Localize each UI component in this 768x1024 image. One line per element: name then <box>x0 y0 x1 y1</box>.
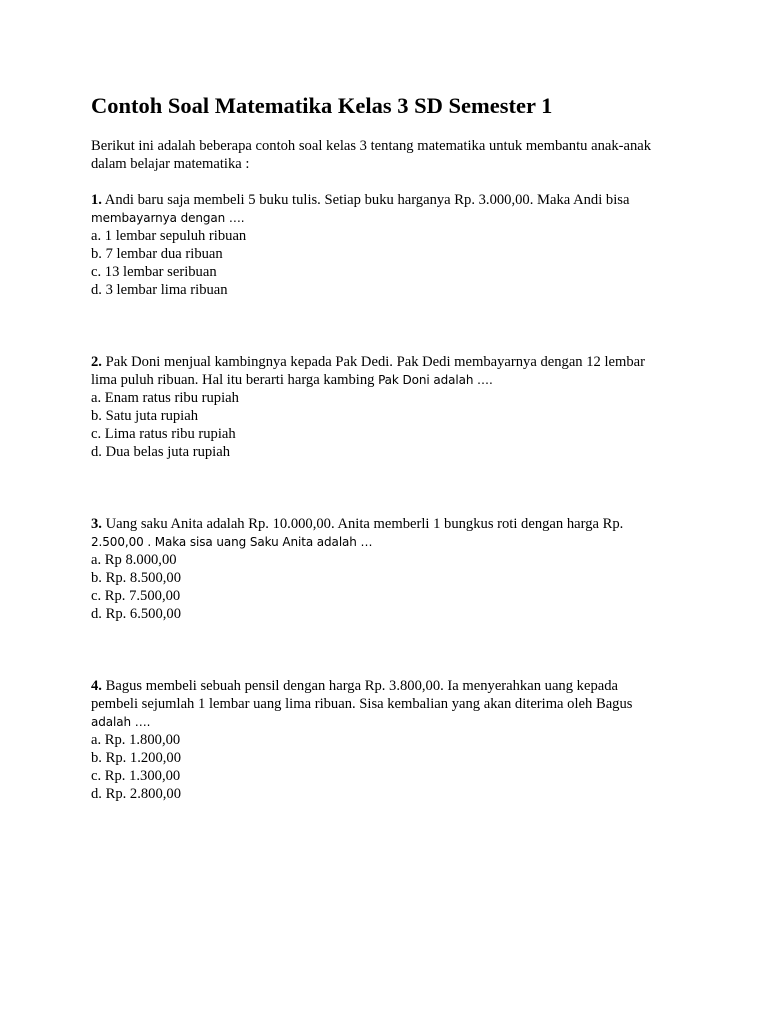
question-text-continued: membayarnya dengan …. <box>91 211 245 225</box>
answer-option: b. 7 lembar dua ribuan <box>91 246 223 262</box>
answer-option: c. Rp. 7.500,00 <box>91 588 181 604</box>
answer-option: d. Rp. 2.800,00 <box>91 786 181 802</box>
answer-option: d. Rp. 6.500,00 <box>91 606 181 622</box>
question-number: 3. <box>91 516 102 532</box>
question-text <box>91 191 691 209</box>
question-3 <box>91 515 691 623</box>
document-page <box>91 92 691 803</box>
question-number: 4. <box>91 678 102 694</box>
answer-option: a. Enam ratus ribu rupiah <box>91 390 239 406</box>
answer-option: c. Rp. 1.300,00 <box>91 768 181 784</box>
answer-option: b. Rp. 1.200,00 <box>91 750 181 766</box>
question-text-continued: adalah …. <box>91 715 151 729</box>
answer-option: d. 3 lembar lima ribuan <box>91 282 228 298</box>
answer-option: a. Rp 8.000,00 <box>91 552 177 568</box>
answer-option: b. Rp. 8.500,00 <box>91 570 181 586</box>
answer-option: a. Rp. 1.800,00 <box>91 732 181 748</box>
question-text-continued <box>91 371 691 389</box>
intro-line: dalam belajar matematika : <box>91 156 250 172</box>
question-text-part: Pak Doni adalah …. <box>378 373 493 387</box>
question-text <box>91 677 691 695</box>
intro-paragraph <box>91 137 691 173</box>
answer-option: c. Lima ratus ribu rupiah <box>91 426 236 442</box>
spacer <box>91 299 691 353</box>
answer-option: c. 13 lembar seribuan <box>91 264 217 280</box>
question-text-part: Andi baru saja membeli 5 buku tulis. Setiap buku harganya Rp. 3.000,00. Maka Andi bisa <box>101 192 630 208</box>
question-4 <box>91 677 691 803</box>
question-text-continued: 2.500,00 . Maka sisa uang Saku Anita adalah … <box>91 535 373 549</box>
question-text-part: lima puluh ribuan. Hal itu berarti harga kambing <box>91 372 379 388</box>
question-text-part: Uang saku Anita adalah Rp. 10.000,00. Anita memberli 1 bungkus roti dengan harga Rp. <box>101 516 624 532</box>
question-text <box>91 353 691 371</box>
answer-option: a. 1 lembar sepuluh ribuan <box>91 228 247 244</box>
answer-option: d. Dua belas juta rupiah <box>91 444 231 460</box>
spacer <box>91 623 691 677</box>
question-2 <box>91 353 691 461</box>
page-title: Contoh Soal Matematika Kelas 3 SD Semester 1 <box>91 93 553 118</box>
spacer <box>91 461 691 515</box>
question-text <box>91 515 691 533</box>
question-text-part: Pak Doni menjual kambingnya kepada Pak Dedi. Pak Dedi membayarnya dengan 12 lembar <box>101 354 646 370</box>
question-number: 2. <box>91 354 102 370</box>
question-text-part: Bagus membeli sebuah pensil dengan harga Rp. 3.800,00. Ia menyerahkan uang kepada <box>101 678 618 694</box>
intro-line: Berikut ini adalah beberapa contoh soal kelas 3 tentang matematika untuk membantu anak-anak <box>91 138 652 154</box>
answer-option: b. Satu juta rupiah <box>91 408 199 424</box>
question-text-continued: pembeli sejumlah 1 lembar uang lima ribuan. Sisa kembalian yang akan diterima oleh Bagus <box>91 696 633 712</box>
question-1 <box>91 191 691 299</box>
question-number: 1. <box>91 192 102 208</box>
